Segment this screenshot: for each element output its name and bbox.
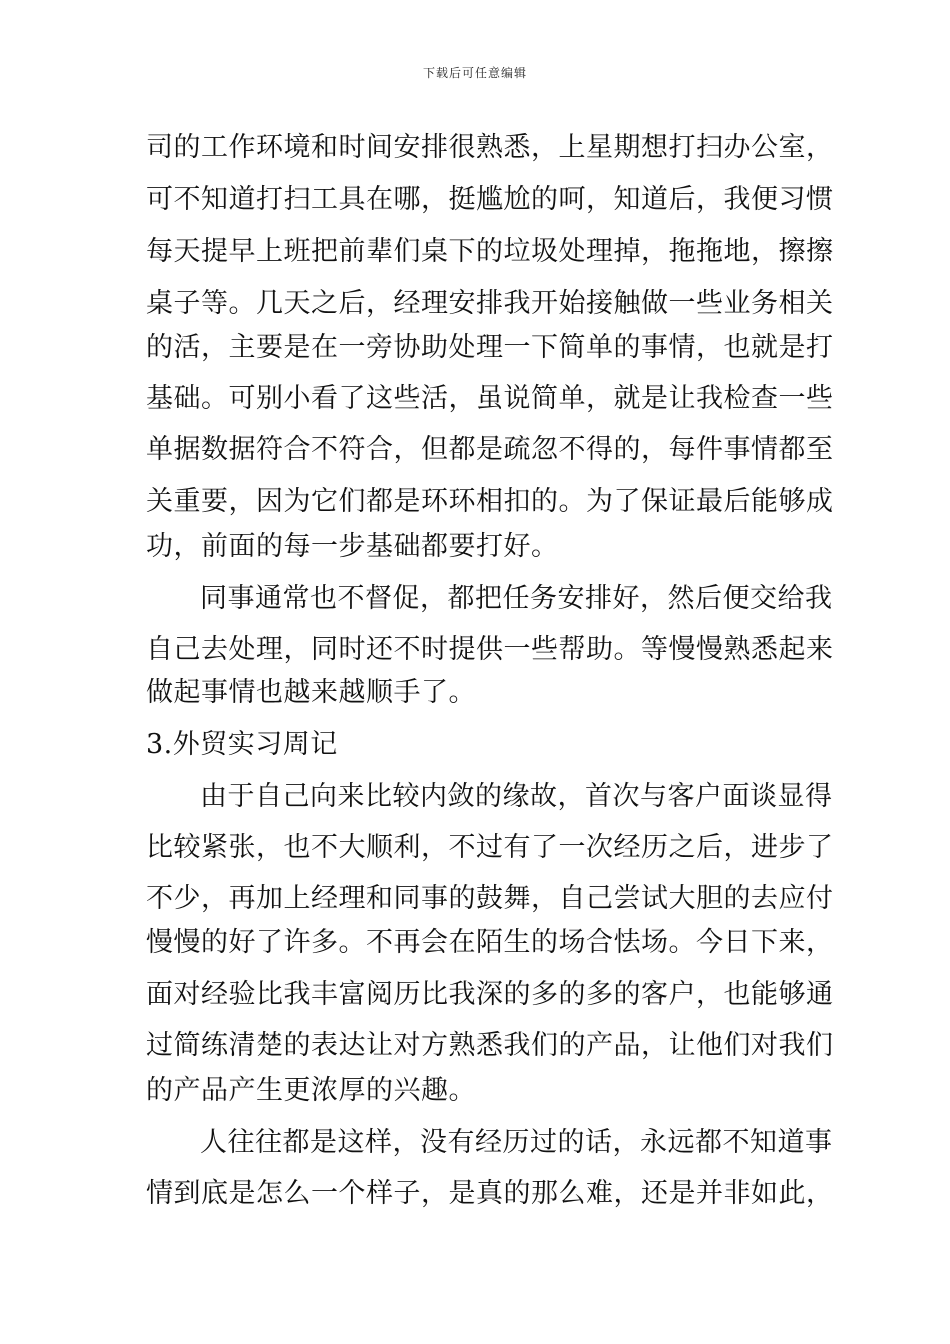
text-line: 做起事情也越来越顺手了。 (146, 677, 476, 708)
text-line: 由于自己向来比较内敛的缘故，首次与客户面谈显得 (200, 781, 833, 812)
text-line: 情到底是怎么一个样子，是真的那么难，还是并非如此， (146, 1178, 834, 1209)
text-line: 同事通常也不督促，都把任务安排好，然后便交给我 (200, 583, 833, 614)
text-line: 可不知道打扫工具在哪，挺尴尬的呵，知道后，我便习惯 (146, 184, 834, 215)
text-line: 关重要，因为它们都是环环相扣的。为了保证最后能够成 (146, 486, 834, 517)
section-heading: 3.外贸实习周记 (146, 729, 338, 760)
text-line: 的活，主要是在一旁协助处理一下简单的事情，也就是打 (146, 332, 834, 363)
text-line: 单据数据符合不符合，但都是疏忽不得的，每件事情都至 (146, 434, 834, 465)
text-line: 司的工作环境和时间安排很熟悉，上星期想打扫办公室， (146, 132, 834, 163)
text-line: 每天提早上班把前辈们桌下的垃圾处理掉，拖拖地，擦擦 (146, 236, 834, 267)
text-line: 基础。可别小看了这些活，虽说简单，就是让我检查一些 (146, 383, 834, 414)
text-line: 的产品产生更浓厚的兴趣。 (146, 1075, 476, 1106)
text-line: 桌子等。几天之后，经理安排我开始接触做一些业务相关 (146, 288, 834, 319)
text-line: 人往往都是这样，没有经历过的话，永远都不知道事 (200, 1127, 833, 1158)
text-line: 自己去处理，同时还不时提供一些帮助。等慢慢熟悉起来 (146, 634, 834, 665)
text-line: 慢慢的好了许多。不再会在陌生的场合怯场。今日下来， (146, 927, 834, 958)
text-line: 不少，再加上经理和同事的鼓舞，自己尝试大胆的去应付 (146, 883, 834, 914)
text-line: 过简练清楚的表达让对方熟悉我们的产品，让他们对我们 (146, 1030, 834, 1061)
page-header: 下载后可任意编辑 (422, 66, 527, 80)
text-line: 比较紧张，也不大顺利，不过有了一次经历之后，进步了 (146, 832, 834, 863)
text-line: 功，前面的每一步基础都要打好。 (146, 531, 559, 562)
text-line: 面对经验比我丰富阅历比我深的多的多的客户，也能够通 (146, 979, 834, 1010)
